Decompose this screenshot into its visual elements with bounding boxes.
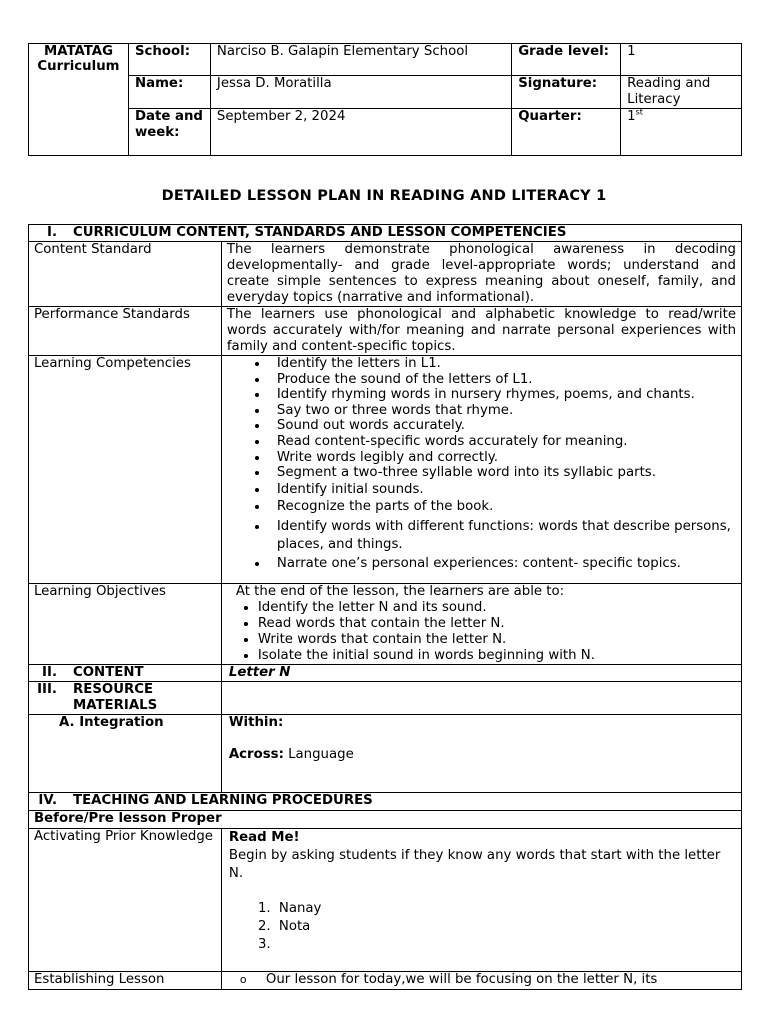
section-3-title: RESOURCE MATERIALS (73, 682, 158, 713)
list-item: • Identify words with different functions: words that describe persons, places, and things. (269, 518, 736, 554)
learning-objectives-label: Learning Objectives (29, 584, 222, 665)
date-value: September 2, 2024 (210, 109, 511, 156)
list-item: • Write words legibly and correctly. (269, 450, 736, 466)
content-value: Letter N (221, 665, 741, 682)
objectives-list (236, 600, 736, 664)
learning-competencies-label: Learning Competencies (29, 356, 222, 584)
learning-objectives-cell (221, 584, 741, 665)
grade-label: Grade level: (512, 44, 621, 76)
section-1-heading (29, 225, 742, 242)
section-3-number: III. (37, 682, 57, 697)
list-item: 2. Nota (275, 918, 736, 936)
before-lesson-heading: Before/Pre lesson Proper (29, 811, 742, 829)
curriculum-label: MATATAG Curriculum (29, 44, 129, 156)
list-item: • Isolate the initial sound in words beginning with N. (258, 648, 736, 664)
list-item: • Read words that contain the letter N. (258, 616, 736, 632)
establishing-lesson-label: Establishing Lesson (29, 972, 222, 990)
section-2-title: CONTENT (73, 665, 144, 680)
list-item (275, 936, 736, 954)
list-item: • Sound out words accurately. (269, 418, 736, 434)
date-label: Date and week: (128, 109, 210, 156)
lesson-plan-table (28, 224, 742, 990)
list-item: • Identify the letters in L1. (269, 356, 736, 372)
grade-value: 1 (621, 44, 742, 76)
list-item: • Narrate one’s personal experiences: content- specific topics. (269, 556, 736, 572)
section-4-number: IV. (38, 793, 57, 808)
list-item: • Segment a two-three syllable word into its syllabic parts. (269, 465, 736, 481)
across-value: Language (288, 747, 354, 762)
list-item: • Produce the sound of the letters of L1. (269, 372, 736, 388)
performance-standards-label: Performance Standards (29, 307, 222, 356)
school-label: School: (128, 44, 210, 76)
competencies-list (222, 356, 736, 572)
list-item: • Write words that contain the letter N. (258, 632, 736, 648)
list-item: • Say two or three words that rhyme. (269, 403, 736, 419)
list-item: • Identify rhyming words in nursery rhymes, poems, and chants. (269, 387, 736, 403)
quarter-label: Quarter: (512, 109, 621, 156)
signature-value: Reading and Literacy (621, 76, 742, 109)
establishing-lesson-cell (221, 972, 741, 990)
section-3-heading (29, 682, 222, 715)
section-2-number: II. (42, 665, 57, 680)
quarter-number: 1 (627, 109, 636, 124)
name-value: Jessa D. Moratilla (210, 76, 511, 109)
page-title: DETAILED LESSON PLAN IN READING AND LITERACY 1 (161, 188, 607, 204)
activating-prior-knowledge-label: Activating Prior Knowledge (29, 829, 222, 972)
circle-bullet-icon: o (239, 973, 247, 986)
section-1-number: I. (47, 225, 57, 240)
list-item: • Recognize the parts of the book. (269, 499, 736, 515)
learning-competencies-cell (221, 356, 741, 584)
quarter-suffix: st (635, 107, 643, 117)
objectives-intro: At the end of the lesson, the learners are able to: (235, 584, 565, 599)
within-label: Within: (228, 715, 284, 730)
school-value: Narciso B. Galapin Elementary School (210, 44, 511, 76)
resource-materials-value (221, 682, 741, 715)
section-4-title: TEACHING AND LEARNING PROCEDURES (73, 793, 373, 808)
activating-prior-knowledge-cell (221, 829, 741, 972)
integration-label: A. Integration (29, 715, 222, 793)
content-standard-text: The learners demonstrate phonological awareness in decoding developmentally- and grade level-appropriate words; understand and create simple sentences to express meaning about oneself, family, and everyday topics (narrative and informational). (221, 242, 741, 307)
quarter-value (621, 109, 742, 156)
section-2-heading (29, 665, 222, 682)
name-label: Name: (128, 76, 210, 109)
read-me-heading: Read Me! (228, 830, 300, 845)
across-label: Across: (228, 747, 284, 762)
signature-label: Signature: (512, 76, 621, 109)
list-item: • Identify initial sounds. (269, 482, 736, 498)
list-item: • Identify the letter N and its sound. (258, 600, 736, 616)
establishing-lesson-text: Our lesson for today,we will be focusing on the letter N, its (265, 972, 658, 987)
list-item: • Read content-specific words accurately for meaning. (269, 434, 736, 450)
content-standard-label: Content Standard (29, 242, 222, 307)
header-table (28, 43, 742, 156)
example-words-list (229, 900, 736, 954)
section-1-title: CURRICULUM CONTENT, STANDARDS AND LESSON COMPETENCIES (73, 225, 567, 240)
performance-standards-text: The learners use phonological and alphabetic knowledge to read/write words accurately with/for meaning and narrate personal experiences with family and content-specific topics. (221, 307, 741, 356)
list-item: 1. Nanay (275, 900, 736, 918)
integration-cell (221, 715, 741, 793)
section-4-heading (29, 793, 742, 811)
read-me-text: Begin by asking students if they know any words that start with the letter N. (228, 848, 721, 881)
across-line (229, 747, 736, 763)
